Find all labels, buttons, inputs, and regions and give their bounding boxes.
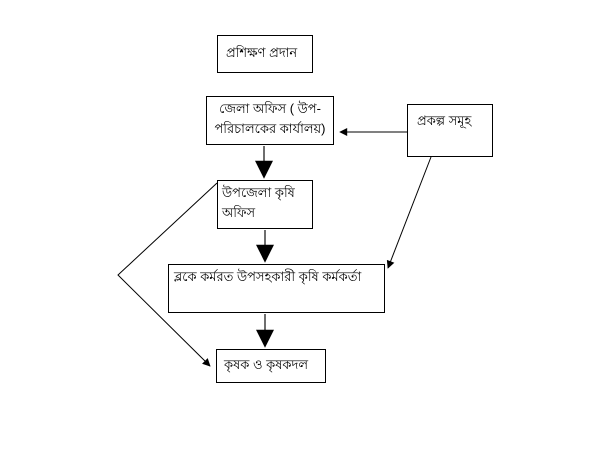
node-upazila-office-label: উপজেলা কৃষি অফিস (222, 185, 295, 220)
node-farmers (216, 349, 326, 383)
arrow-projects-to-block-officers (388, 157, 431, 268)
node-training-label: প্রশিক্ষণ প্রদান (226, 45, 298, 60)
node-block-officers-label: ব্লকে কর্মরত উপসহকারী কৃষি কর্মকর্তা (174, 269, 362, 284)
node-farmers-label: কৃষক ও কৃষকদল (224, 357, 309, 372)
node-projects-label: প্রকল্প সমূহ (417, 113, 472, 128)
node-district-office-label: জেলা অফিস ( উপ-পরিচালকের কার্যালয়) (214, 101, 326, 136)
node-district-office (206, 96, 334, 145)
node-training (217, 35, 313, 73)
node-projects (407, 104, 493, 157)
node-block-officers (168, 264, 385, 313)
node-upazila-office (217, 180, 313, 229)
